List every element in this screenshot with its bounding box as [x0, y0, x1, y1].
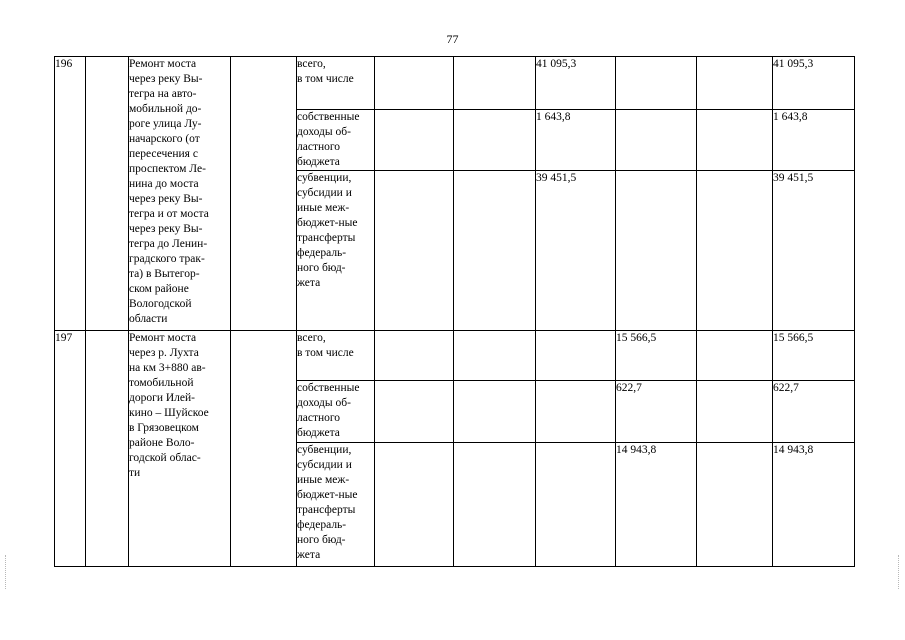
value-cell: 14 943,8: [616, 443, 697, 567]
empty-cell: [375, 171, 454, 331]
budget-table: [54, 56, 855, 567]
value-cell: [697, 331, 773, 381]
total-cell: 622,7: [773, 381, 855, 443]
page-number: 77: [446, 32, 459, 46]
value-cell: [616, 171, 697, 331]
empty-cell: [375, 57, 454, 110]
empty-cell: [454, 171, 536, 331]
empty-cell: [454, 443, 536, 567]
funding-source-label: субвенции, субсидии и иные меж- бюджет-ные трансферты федераль- ного бюд- жета: [297, 171, 375, 331]
row-number: 196: [55, 57, 86, 331]
value-cell: 41 095,3: [536, 57, 616, 110]
funding-source-label: собственные доходы об- ластного бюджета: [297, 110, 375, 171]
value-cell: [697, 381, 773, 443]
total-cell: 14 943,8: [773, 443, 855, 567]
empty-cell: [454, 381, 536, 443]
empty-cell: [86, 57, 129, 331]
empty-cell: [231, 57, 297, 331]
empty-cell: [454, 110, 536, 171]
value-cell: [697, 110, 773, 171]
funding-source-label: всего, в том числе: [297, 331, 375, 381]
value-cell: [616, 57, 697, 110]
total-cell: 39 451,5: [773, 171, 855, 331]
value-cell: [697, 443, 773, 567]
scan-edge-mark: [898, 555, 900, 589]
total-cell: 41 095,3: [773, 57, 855, 110]
table-row: [55, 331, 855, 381]
empty-cell: [375, 381, 454, 443]
empty-cell: [231, 331, 297, 567]
value-cell: [536, 331, 616, 381]
value-cell: [536, 381, 616, 443]
value-cell: 15 566,5: [616, 331, 697, 381]
total-cell: 1 643,8: [773, 110, 855, 171]
project-name: Ремонт моста через р. Лухта на км 3+880 ав- томобильной дороги Илей- кино – Шуйское в Грязовецком районе Воло- годской облас- ти: [129, 331, 231, 567]
value-cell: [536, 443, 616, 567]
value-cell: 622,7: [616, 381, 697, 443]
funding-source-label: собственные доходы об- ластного бюджета: [297, 381, 375, 443]
value-cell: [697, 57, 773, 110]
value-cell: [616, 110, 697, 171]
table-row: [55, 57, 855, 110]
project-name: Ремонт моста через реку Вы- тегра на авто- мобильной до- роге улица Лу- начарского (от пересечения с проспектом Ле- нина до моста через реку Вы- тегра и от моста через реку Вы- тегра до Ленин- градского трак- та) в Вытегор- ском районе Вологодской области: [129, 57, 231, 331]
empty-cell: [375, 110, 454, 171]
value-cell: 39 451,5: [536, 171, 616, 331]
funding-source-label: субвенции, субсидии и иные меж- бюджет-ные трансферты федераль- ного бюд- жета: [297, 443, 375, 567]
value-cell: 1 643,8: [536, 110, 616, 171]
empty-cell: [375, 331, 454, 381]
empty-cell: [86, 331, 129, 567]
total-cell: 15 566,5: [773, 331, 855, 381]
empty-cell: [375, 443, 454, 567]
scan-edge-mark: [5, 555, 7, 589]
row-number: 197: [55, 331, 86, 567]
empty-cell: [454, 57, 536, 110]
funding-source-label: всего, в том числе: [297, 57, 375, 110]
empty-cell: [454, 331, 536, 381]
value-cell: [697, 171, 773, 331]
